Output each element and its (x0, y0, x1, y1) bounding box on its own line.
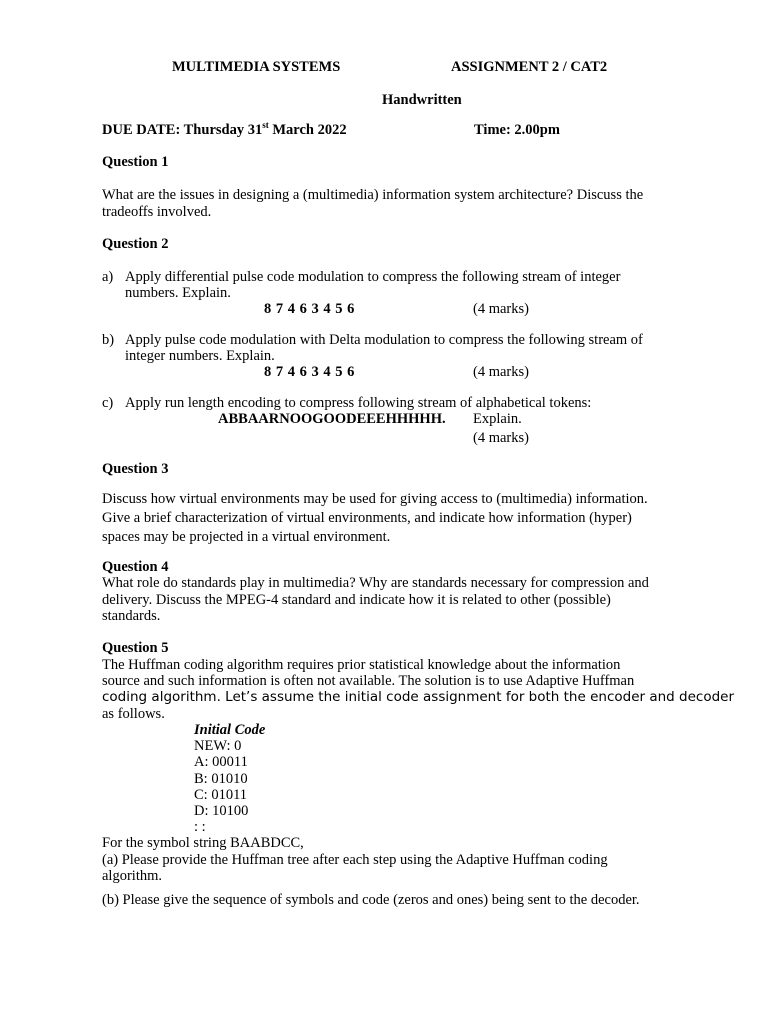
question-1-text-line: tradeoffs involved. (102, 204, 212, 220)
due-date-ordinal: st (262, 120, 269, 130)
question-1-heading: Question 1 (102, 154, 169, 170)
question-2b-label: b) (102, 332, 115, 348)
question-2b-text-line: integer numbers. Explain. (125, 348, 275, 364)
question-2a-text-line: numbers. Explain. (125, 285, 231, 301)
code-entry: D: 10100 (194, 803, 249, 819)
question-2a-text-line: Apply differential pulse code modulation to compress the following stream of integer (125, 269, 621, 285)
question-5-heading: Question 5 (102, 640, 169, 656)
question-2b-text-line: Apply pulse code modulation with Delta modulation to compress the following stream of (125, 332, 643, 348)
question-2c-explain: Explain. (473, 411, 522, 427)
question-2a-marks: (4 marks) (473, 301, 529, 317)
question-2a-stream: 8 7 4 6 3 4 5 6 (264, 301, 355, 317)
due-time: Time: 2.00pm (474, 122, 560, 138)
submission-mode: Handwritten (382, 92, 462, 108)
code-entry: A: 00011 (194, 754, 248, 770)
code-entry: NEW: 0 (194, 738, 242, 754)
question-2c-label: c) (102, 395, 114, 411)
question-2b-marks: (4 marks) (473, 364, 529, 380)
question-1-text-line: What are the issues in designing a (multimedia) information system architecture? Discuss the (102, 187, 644, 203)
code-entry: B: 01010 (194, 771, 248, 787)
question-5-text-line: as follows. (102, 706, 165, 722)
question-5-text-line: (b) Please give the sequence of symbols and code (zeros and ones) being sent to the decoder. (102, 892, 640, 908)
initial-code-title: Initial Code (194, 722, 266, 738)
question-2a-label: a) (102, 269, 114, 285)
question-4-heading: Question 4 (102, 559, 169, 575)
due-date-prefix: DUE DATE: Thursday 31 (102, 122, 263, 138)
question-3-text-line: Discuss how virtual environments may be used for giving access to (multimedia) information. (102, 491, 648, 507)
question-2c-text-line: Apply run length encoding to compress following stream of alphabetical tokens: (125, 395, 592, 411)
question-3-text-line: Give a brief characterization of virtual environments, and indicate how information (hyper) (102, 510, 632, 526)
question-4-text-line: delivery. Discuss the MPEG-4 standard and indicate how it is related to other (possible) (102, 592, 611, 608)
question-2b-stream: 8 7 4 6 3 4 5 6 (264, 364, 355, 380)
course-title: MULTIMEDIA SYSTEMS (172, 59, 341, 75)
question-4-text-line: standards. (102, 608, 161, 624)
assignment-title: ASSIGNMENT 2 / CAT2 (451, 59, 608, 75)
question-2c-tokens: ABBAARNOOGOODEEEHHHHH. (218, 411, 446, 427)
question-2c-marks: (4 marks) (473, 430, 529, 446)
question-5-text-line: coding algorithm. Let’s assume the initial code assignment for both the encoder and decoder (102, 689, 735, 705)
question-5-text-line: source and such information is often not available. The solution is to use Adaptive Huffman (102, 673, 635, 689)
question-3-heading: Question 3 (102, 461, 169, 477)
question-2-heading: Question 2 (102, 236, 169, 252)
question-5-text-line: The Huffman coding algorithm requires prior statistical knowledge about the information (102, 657, 621, 673)
due-date (102, 122, 347, 138)
question-5-text-line: algorithm. (102, 868, 163, 884)
due-date-suffix: March 2022 (268, 122, 347, 138)
code-entry: C: 01011 (194, 787, 248, 803)
question-5-text-line: (a) Please provide the Huffman tree after each step using the Adaptive Huffman coding (102, 852, 608, 868)
question-5-text-line: For the symbol string BAABDCC, (102, 835, 304, 851)
question-3-text-line: spaces may be projected in a virtual environment. (102, 529, 391, 545)
code-entry: : : (194, 819, 206, 835)
question-4-text-line: What role do standards play in multimedia? Why are standards necessary for compression and (102, 575, 649, 591)
